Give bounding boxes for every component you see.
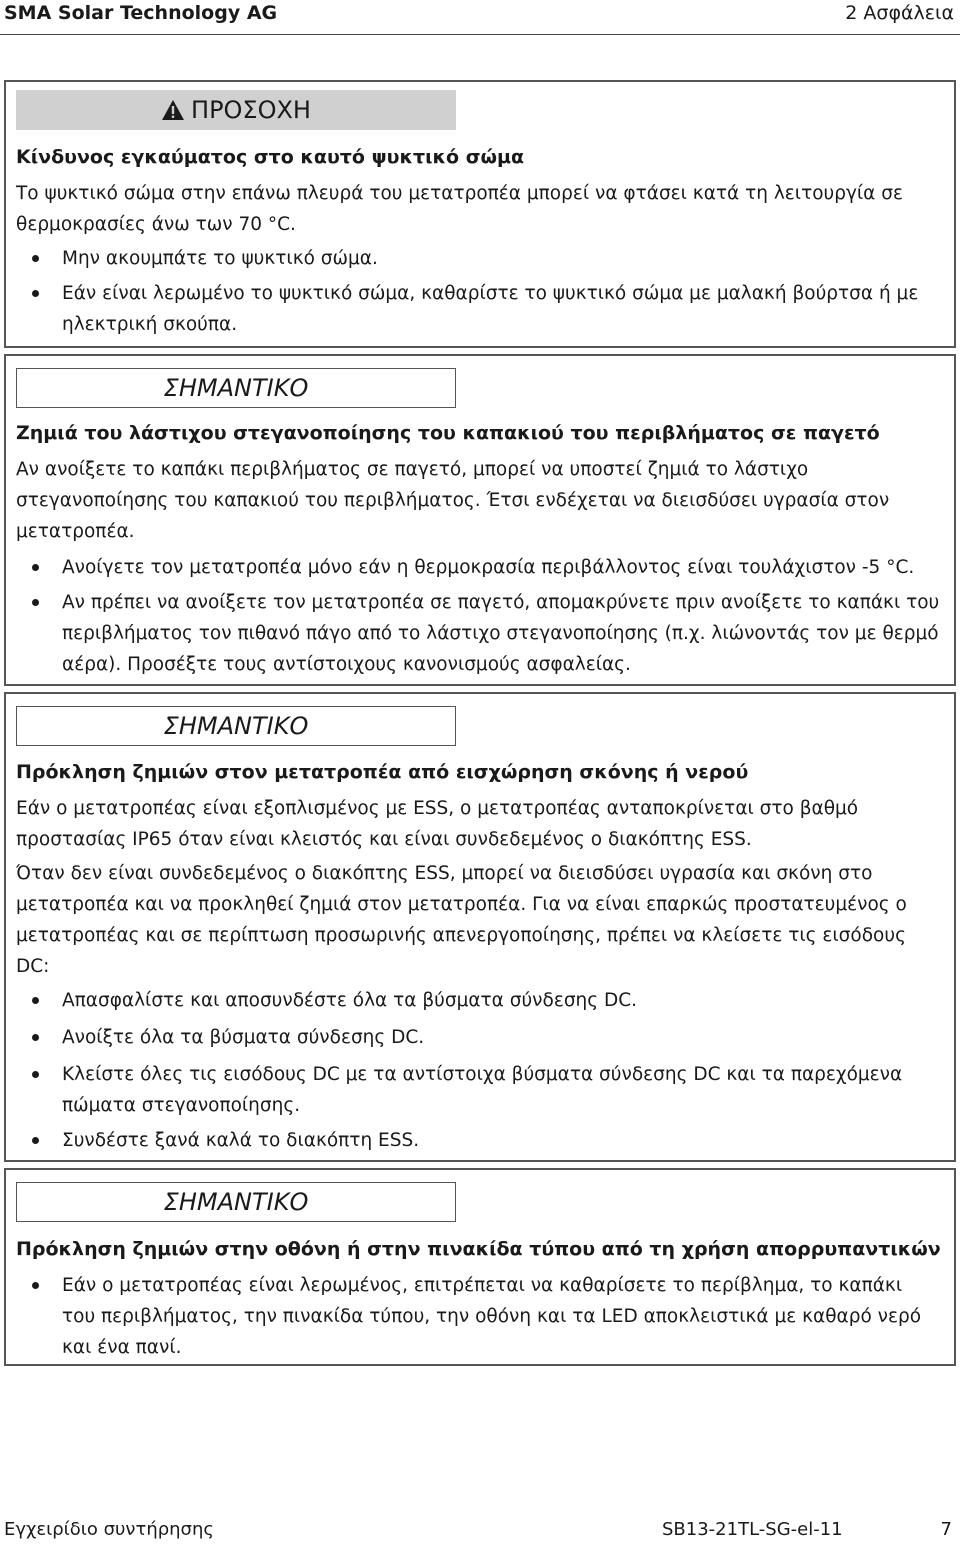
company-name: SMA Solar Technology AG — [4, 2, 278, 24]
notice-box-cleaning — [4, 1168, 956, 1366]
caution-title: Κίνδυνος εγκαύματος στο καυτό ψυκτικό σώμα — [16, 146, 525, 168]
notice-paragraph: Όταν δεν είναι συνδεδεμένος ο διακόπτης ESS, μπορεί να διεισδύσει υγρασία και σκόνη στο μετατροπέα και να προκληθεί ζημιά στον μετατροπέα. Για να είναι επαρκώς προστατευμένος ο μετατροπέας και σε περίπτωση προσωρινής απενεργοποίησης, πρέπει να κλείσετε τις εισόδους DC: — [16, 863, 907, 977]
caution-bullets — [16, 243, 940, 340]
notice-box-frost — [4, 354, 956, 686]
header-divider — [0, 34, 960, 35]
caution-paragraph: Το ψυκτικό σώμα στην επάνω πλευρά του μετατροπέα μπορεί να φτάσει κατά τη λειτουργία σε θερμοκρασίες άνω των 70 °C. — [16, 183, 903, 235]
caution-label — [16, 90, 456, 130]
notice-title: Ζημιά του λάστιχου στεγανοποίησης του καπακιού του περιβλήματος σε παγετό — [16, 422, 880, 444]
notice-title: Πρόκληση ζημιών στον μετατροπέα από εισχώρηση σκόνης ή νερού — [16, 761, 749, 783]
caution-box — [4, 80, 956, 348]
notice-bullets — [16, 1270, 940, 1363]
list-item: Συνδέστε ξανά καλά το διακόπτη ESS. — [16, 1125, 940, 1156]
notice-box-dust-water — [4, 692, 956, 1162]
caution-label-text: ΠΡΟΣΟΧΗ — [191, 96, 311, 124]
list-item: Ανοίγετε τον μετατροπέα μόνο εάν η θερμοκρασία περιβάλλοντος είναι τουλάχιστον -5 °C. — [16, 552, 940, 583]
list-item: Εάν είναι λερωμένο το ψυκτικό σώμα, καθαρίστε το ψυκτικό σώμα με μαλακή βούρτσα ή με ηλεκτρική σκούπα. — [16, 278, 940, 340]
footer-doc-code: SB13-21TL-SG-el-11 — [662, 1519, 843, 1540]
list-item: Κλείστε όλες τις εισόδους DC με τα αντίστοιχα βύσματα σύνδεσης DC και τα παρεχόμενα πώματα στεγανοποίησης. — [16, 1059, 940, 1121]
notice-bullets — [16, 552, 940, 680]
section-title: 2 Ασφάλεια — [845, 2, 954, 24]
footer-manual-title: Εγχειρίδιο συντήρησης — [4, 1519, 214, 1540]
notice-title: Πρόκληση ζημιών στην οθόνη ή στην πινακίδα τύπου από τη χρήση απορρυπαντικών — [16, 1238, 941, 1260]
notice-label: ΣΗΜΑΝΤΙΚΟ — [16, 706, 456, 746]
notice-label: ΣΗΜΑΝΤΙΚΟ — [16, 368, 456, 408]
page-number: 7 — [940, 1519, 952, 1540]
list-item: Μην ακουμπάτε το ψυκτικό σώμα. — [16, 243, 940, 274]
list-item: Εάν ο μετατροπέας είναι λερωμένος, επιτρέπεται να καθαρίσετε το περίβλημα, το καπάκι του περιβλήματος, την πινακίδα τύπου, την οθόνη και τα LED αποκλειστικά με καθαρό νερό και ένα πανί. — [16, 1270, 940, 1363]
notice-bullets — [16, 985, 940, 1156]
notice-paragraph: Αν ανοίξετε το καπάκι περιβλήματος σε παγετό, μπορεί να υποστεί ζημιά το λάστιχο στεγανοποίησης του καπακιού του περιβλήματος. Έτσι ενδέχεται να διεισδύσει υγρασία στον μετατροπέα. — [16, 459, 890, 542]
list-item: Ανοίξτε όλα τα βύσματα σύνδεσης DC. — [16, 1022, 940, 1053]
notice-paragraph: Εάν ο μετατροπέας είναι εξοπλισμένος με ESS, ο μετατροπέας ανταποκρίνεται στο βαθμό προστασίας IP65 όταν είναι κλειστός και είναι συνδεδεμένος ο διακόπτης ESS. — [16, 798, 859, 850]
warning-triangle-icon — [161, 99, 185, 121]
notice-label: ΣΗΜΑΝΤΙΚΟ — [16, 1182, 456, 1222]
list-item: Αν πρέπει να ανοίξετε τον μετατροπέα σε παγετό, απομακρύνετε πριν ανοίξετε το καπάκι του περιβλήματος τον πιθανό πάγο από το λάστιχο στεγανοποίησης (π.χ. λιώνοντάς τον με θερμό αέρα). Προσέξτε τους αντίστοιχους κανονισμούς ασφαλείας. — [16, 587, 940, 680]
list-item: Απασφαλίστε και αποσυνδέστε όλα τα βύσματα σύνδεσης DC. — [16, 985, 940, 1016]
